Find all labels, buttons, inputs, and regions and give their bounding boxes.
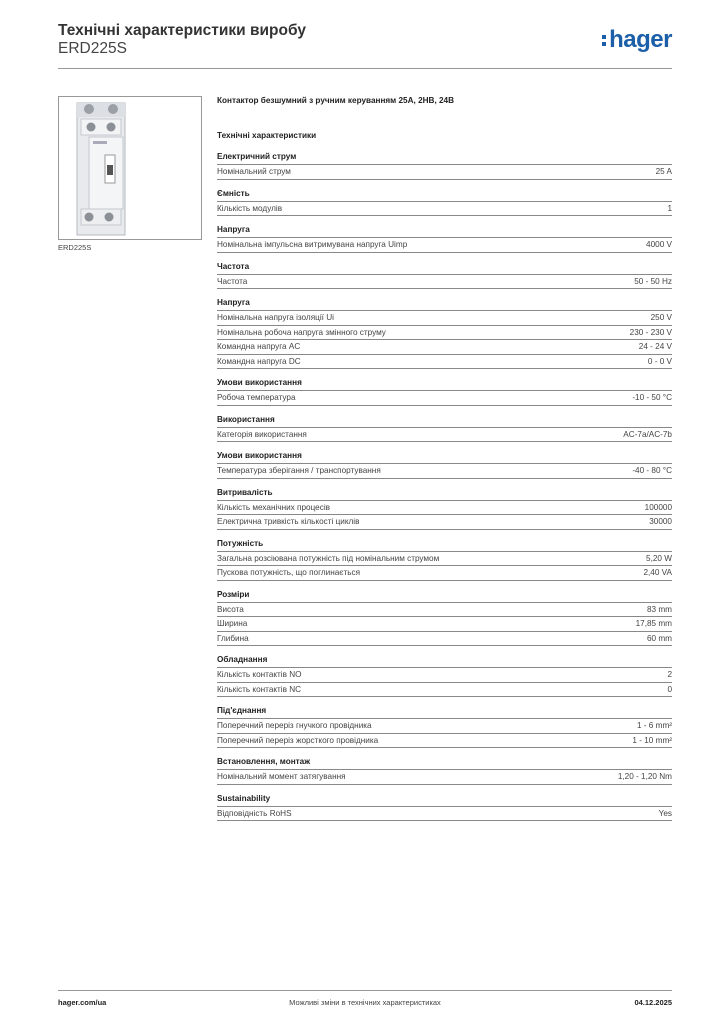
spec-value: 250 V	[650, 313, 672, 322]
spec-row	[217, 734, 672, 749]
spec-group	[217, 655, 672, 697]
spec-row	[217, 165, 672, 180]
spec-group	[217, 794, 672, 822]
footer-disclaimer: Можливі зміни в технічних характеристиках	[289, 998, 441, 1007]
spec-group	[217, 189, 672, 217]
spec-value: 230 - 230 V	[629, 327, 672, 337]
spec-row	[217, 238, 672, 253]
spec-label: Загальна розсіювана потужність під номінальним струмом	[217, 553, 440, 563]
spec-groups	[217, 152, 672, 821]
spec-row	[217, 683, 672, 698]
spec-row	[217, 617, 672, 632]
spec-label: Кількість контактів NC	[217, 684, 302, 694]
spec-value: 83 mm	[646, 604, 672, 614]
spec-value: 1,20 - 1,20 Nm	[617, 772, 672, 781]
footer-date: 04.12.2025	[634, 998, 672, 1007]
spec-row	[217, 566, 672, 581]
spec-row	[217, 515, 672, 530]
spec-value: 25 A	[655, 167, 672, 176]
spec-value: 50 - 50 Hz	[634, 276, 672, 286]
spec-group-title: Розміри	[217, 590, 672, 603]
spec-label: Відповідність RoHS	[217, 808, 292, 818]
spec-value: -10 - 50 °C	[632, 393, 672, 402]
spec-row	[217, 464, 672, 479]
spec-value: 17,85 mm	[635, 619, 672, 628]
spec-content	[217, 96, 672, 830]
spec-value: 2,40 VA	[643, 568, 672, 577]
spec-group-title: Ємність	[217, 189, 672, 202]
spec-row	[217, 603, 672, 618]
spec-row	[217, 391, 672, 406]
hager-logo	[602, 26, 672, 56]
spec-row	[217, 668, 672, 683]
contactor-image	[59, 97, 201, 239]
spec-group-title: Sustainability	[217, 794, 672, 807]
spec-group	[217, 590, 672, 647]
spec-value: AC-7a/AC-7b	[623, 429, 672, 439]
spec-row	[217, 311, 672, 326]
spec-group	[217, 757, 672, 785]
spec-group-title: Витривалість	[217, 488, 672, 501]
spec-group-title: Під'єднання	[217, 706, 672, 719]
spec-value: 4000 V	[646, 240, 672, 249]
spec-label: Робоча температура	[217, 393, 296, 402]
spec-row	[217, 428, 672, 443]
spec-row	[217, 501, 672, 516]
spec-label: Категорія використання	[217, 429, 307, 439]
spec-label: Поперечний переріз гнучкого провідника	[217, 721, 372, 730]
spec-value: 0	[667, 684, 672, 694]
spec-group-title: Потужність	[217, 539, 672, 552]
page-header	[58, 22, 672, 69]
spec-group	[217, 262, 672, 290]
spec-label: Частота	[217, 276, 248, 286]
spec-row	[217, 355, 672, 370]
spec-group	[217, 298, 672, 369]
footer-website-link[interactable]: hager.com/ua	[58, 998, 107, 1007]
spec-label: Номінальна напруга ізоляції Ui	[217, 313, 334, 322]
spec-value: 30000	[649, 517, 672, 526]
spec-label: Поперечний переріз жорсткого провідника	[217, 735, 379, 745]
spec-group-title: Частота	[217, 262, 672, 275]
spec-row	[217, 770, 672, 785]
product-description: Контактор безшумний з ручним керуванням 25А, 2НВ, 24В	[217, 96, 455, 105]
spec-group-title: Умови використання	[217, 451, 672, 464]
page-title: Технічні характеристики виробу	[58, 22, 306, 39]
spec-group	[217, 378, 672, 406]
spec-label: Командна напруга AC	[217, 342, 301, 351]
spec-value: 100000	[644, 502, 672, 512]
spec-value: 1	[667, 203, 672, 213]
spec-group	[217, 451, 672, 479]
spec-row	[217, 807, 672, 822]
spec-label: Номінальний струм	[217, 167, 291, 176]
spec-label: Глибина	[217, 633, 249, 643]
spec-group-title: Електричний струм	[217, 152, 672, 165]
spec-label: Ширина	[217, 619, 248, 628]
spec-label: Висота	[217, 604, 244, 614]
spec-label: Пускова потужність, що поглинається	[217, 568, 361, 577]
spec-value: 24 - 24 V	[638, 342, 672, 351]
spec-label: Електрична тривкість кількості циклів	[217, 517, 360, 526]
spec-value: Yes	[658, 808, 672, 818]
spec-value: 5,20 W	[646, 553, 672, 563]
spec-label: Кількість механічних процесів	[217, 502, 330, 512]
spec-value: 2	[667, 670, 672, 679]
spec-label: Командна напруга DC	[217, 356, 301, 366]
spec-label: Кількість модулів	[217, 203, 283, 213]
spec-label: Температура зберігання / транспортування	[217, 466, 381, 475]
spec-value: -40 - 80 °C	[632, 466, 672, 475]
spec-row	[217, 340, 672, 355]
spec-group-title: Напруга	[217, 298, 672, 311]
spec-group	[217, 415, 672, 443]
spec-value: 60 mm	[646, 633, 672, 643]
spec-row	[217, 275, 672, 290]
spec-group	[217, 539, 672, 581]
spec-group	[217, 488, 672, 530]
spec-group-title: Обладнання	[217, 655, 672, 668]
spec-group-title: Умови використання	[217, 378, 672, 391]
logo-dots-icon	[602, 35, 607, 49]
section-heading: Технічні характеристики	[217, 131, 317, 140]
spec-label: Номінальна імпульсна витримувана напруга Uimp	[217, 240, 408, 249]
spec-label: Номінальний момент затягування	[217, 772, 346, 781]
spec-row	[217, 202, 672, 217]
spec-row	[217, 326, 672, 341]
spec-label: Номінальна робоча напруга змінного струму	[217, 327, 386, 337]
product-image	[58, 96, 202, 240]
spec-row	[217, 552, 672, 567]
spec-group-title: Використання	[217, 415, 672, 428]
spec-row	[217, 719, 672, 734]
spec-value: 1 - 10 mm²	[632, 735, 672, 745]
spec-value: 1 - 6 mm²	[636, 721, 672, 730]
spec-label: Кількість контактів NO	[217, 670, 302, 679]
page-footer	[58, 990, 672, 1012]
product-code: ERD225S	[58, 40, 127, 57]
image-caption: ERD225S	[58, 243, 92, 252]
spec-group-title: Встановлення, монтаж	[217, 757, 672, 770]
spec-group	[217, 225, 672, 253]
spec-group-title: Напруга	[217, 225, 672, 238]
spec-group	[217, 706, 672, 748]
logo-text: hager	[609, 26, 672, 53]
spec-row	[217, 632, 672, 647]
spec-group	[217, 152, 672, 180]
spec-value: 0 - 0 V	[647, 356, 672, 366]
